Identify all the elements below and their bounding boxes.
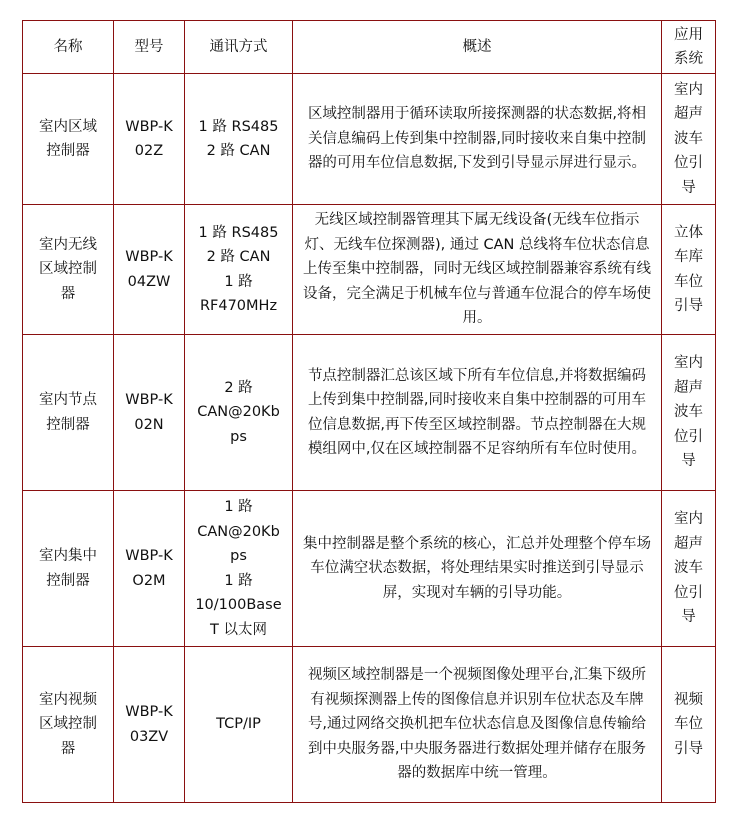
model-line: WBP-K — [125, 392, 173, 408]
header-row — [23, 21, 716, 74]
cell-desc: 节点控制器汇总该区域下所有车位信息,并将数据编码上传到集中控制器,同时接收来自集中控制器的可用车位信息数据,再下传至区域控制器。节点控制器在大规模组网中,仅在区域控制器不足容纳所有车位时使用。 — [293, 335, 662, 491]
name-line: 室内集中 — [39, 548, 97, 564]
cell-model — [114, 647, 185, 803]
model-line: 03ZV — [129, 728, 169, 745]
name-line: 器 — [60, 740, 76, 757]
model-line: O2M — [132, 572, 166, 589]
comm-line: CAN@20Kb — [197, 523, 280, 540]
name-line: 室内视频 — [39, 691, 97, 708]
cell-system: 视频车位引导 — [662, 647, 716, 803]
model-line: 04ZW — [127, 273, 171, 290]
header-system: 应用系统 — [662, 21, 716, 74]
comm-line: 1 路 RS485 — [198, 224, 279, 241]
comm-line: RF470MHz — [199, 298, 278, 314]
cell-comm — [185, 74, 293, 205]
header-comm: 通讯方式 — [185, 21, 293, 74]
cell-name — [23, 335, 114, 491]
comm-line: 1 路 RS485 — [198, 118, 279, 135]
cell-model — [114, 74, 185, 205]
name-line: 控制器 — [46, 143, 90, 159]
cell-name — [23, 647, 114, 803]
cell-comm — [185, 491, 293, 647]
cell-name — [23, 205, 114, 335]
table-container — [22, 20, 716, 803]
comm-line: 2 路 CAN — [206, 143, 271, 159]
table-row — [23, 647, 716, 803]
cell-model — [114, 335, 185, 491]
comm-line: 1 路 — [224, 273, 253, 290]
model-line: 02Z — [134, 143, 164, 159]
name-line: 器 — [60, 285, 76, 302]
name-line: 区域控制 — [39, 716, 97, 733]
comm-line: TCP/IP — [216, 716, 261, 733]
name-line: 室内节点 — [39, 392, 97, 408]
name-line: 室内区域 — [39, 118, 97, 135]
comm-line: 2 路 CAN — [206, 249, 271, 265]
comm-line: ps — [230, 548, 247, 564]
cell-desc: 视频区域控制器是一个视频图像处理平台,汇集下级所有视频探测器上传的图像信息并识别车位状态及车牌号,通过网络交换机把车位状态信息及图像信息传输给到中央服务器,中央服务器进行数据处理并储存在服务器的数据库中统一管理。 — [293, 647, 662, 803]
cell-system: 室内超声波车位引导 — [662, 491, 716, 647]
cell-comm — [185, 647, 293, 803]
table-row — [23, 335, 716, 491]
comm-line: T 以太网 — [210, 621, 267, 638]
table-row — [23, 205, 716, 335]
cell-comm — [185, 335, 293, 491]
model-line: 02N — [134, 416, 164, 433]
cell-desc: 无线区域控制器管理其下属无线设备(无线车位指示灯、无线车位探测器), 通过 CAN 总线将车位状态信息上传至集中控制器，同时无线区域控制器兼容系统有线设备，完全满足于机械车位与普通车位混合的停车场使用。 — [293, 205, 662, 335]
comm-line: 1 路 — [224, 572, 253, 589]
comm-line: 10/100Base — [195, 597, 282, 613]
name-line: 室内无线 — [39, 236, 97, 253]
cell-model — [114, 491, 185, 647]
cell-model — [114, 205, 185, 335]
comm-line: CAN@20Kb — [197, 404, 280, 421]
controller-table — [22, 20, 716, 803]
table-row — [23, 74, 716, 205]
name-line: 控制器 — [46, 572, 90, 589]
cell-name — [23, 74, 114, 205]
header-name: 名称 — [23, 21, 114, 74]
cell-system: 立体车库车位引导 — [662, 205, 716, 335]
model-line: WBP-K — [125, 548, 173, 564]
cell-desc: 区域控制器用于循环读取所接探测器的状态数据,将相关信息编码上传到集中控制器,同时接收来自集中控制器的可用车位信息数据,下发到引导显示屏进行显示。 — [293, 74, 662, 205]
comm-line: 1 路 — [224, 499, 253, 515]
table-row — [23, 491, 716, 647]
cell-name — [23, 491, 114, 647]
header-model: 型号 — [114, 21, 185, 74]
name-line: 区域控制 — [39, 261, 97, 278]
cell-system: 室内超声波车位引导 — [662, 335, 716, 491]
model-line: WBP-K — [125, 249, 173, 265]
model-line: WBP-K — [125, 118, 173, 135]
comm-line: ps — [230, 428, 247, 445]
model-line: WBP-K — [125, 704, 173, 720]
comm-line: 2 路 — [224, 379, 253, 396]
cell-desc: 集中控制器是整个系统的核心，汇总并处理整个停车场车位满空状态数据，将处理结果实时推送到引导显示屏，实现对车辆的引导功能。 — [293, 491, 662, 647]
name-line: 控制器 — [46, 416, 90, 433]
header-desc: 概述 — [293, 21, 662, 74]
cell-comm — [185, 205, 293, 335]
cell-system: 室内超声波车位引导 — [662, 74, 716, 205]
